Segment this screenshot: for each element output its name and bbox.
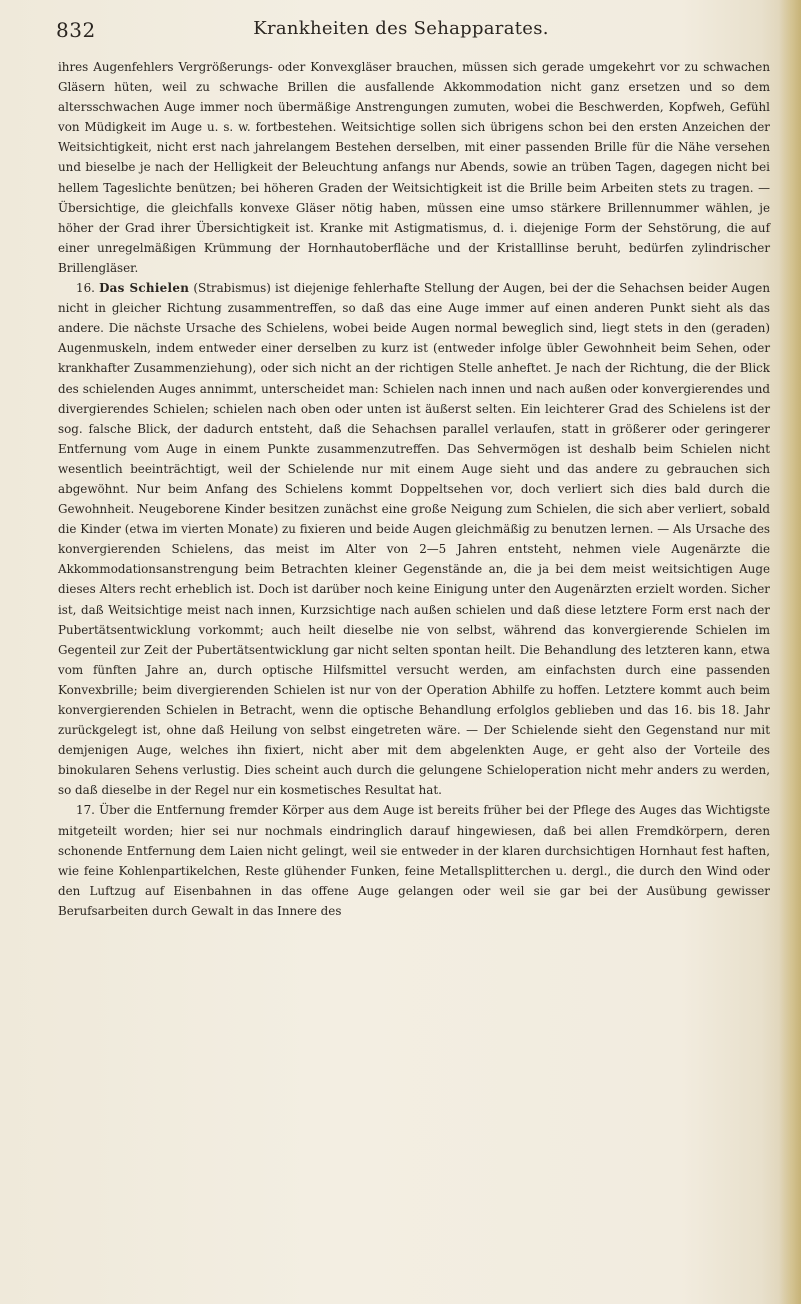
section-number: 16. [76,281,100,296]
running-title: Krankheiten des Sehapparates. [253,18,549,39]
heading-schielen: Das Schielen [99,281,190,296]
paragraph-eye-glasses: ihres Augenfehlers Vergrößerungs- oder Konvexgläser brauchen, müssen sich gerade umgekehrt vor zu schwachen Gläsern hüten, weil zu schwache Brillen die ausfallende Akkommodation nicht ganz ersetzen und so dem altersschwachen Auge immer noch übermäßige Anstrengungen zumuten, wobei die Beschwerden, Kopfweh, Gefühl von Müdigkeit im Auge u. s. w. fortbestehen. Weitsichtige sollen sich übrigens schon bei den ersten Anzeichen der Weitsichtigkeit, nicht erst nach jahrelangem Bestehen derselben, mit einer passenden Brille für die Nähe versehen und bieselbe je nach der Helligkeit der Beleuchtung anfangs nur Abends, sowie an trüben Tagen, dagegen nicht bei hellem Tageslichte benützen; bei höheren Graden der Weitsichtigkeit ist die Brille beim Arbeiten stets zu tragen. — Übersichtige, die gleichfalls konvexe Gläser nötig haben, müssen eine umso stärkere Brillennummer wählen, je höher der Grad ihrer Übersichtigkeit ist. Kranke mit Astigmatismus, d. i. diejenige Form der Sehstörung, die auf einer unregelmäßigen Krümmung der Hornhautoberfläche und der Kristalllinse beruht, bedürfen zylindrischer Brillengläser. [58,60,770,275]
paragraph-foreign-bodies: 17. Über die Entfernung fremder Körper aus dem Auge ist bereits früher bei der Pflege des Auges das Wichtigste mitgeteilt worden; hier sei nur nochmals eindringlich darauf hingewiesen, daß bei allen Fremdkörpern, deren schonende Entfernung dem Laien nicht gelingt, weil sie entweder in der klaren durchsichtigen Hornhaut fest haften, wie feine Kohlenpartikelchen, Reste glühender Funken, feine Metallsplitterchen u. dergl., die durch den Wind oder den Luftzug auf Eisenbahnen in das offene Auge gelangen oder weil sie gar bei der Ausübung gewisser Berufsarbeiten durch Gewalt in das Innere des [58,803,770,918]
page-number: 832 [56,18,96,42]
page-header [56,18,746,46]
paragraph-strabismus-text: (Strabismus) ist diejenige fehlerhafte Stellung der Augen, bei der die Sehachsen beider Augen nicht in gleicher Richtung zusammentreffen, so daß das eine Auge immer auf einen anderen Punkt sieht als das andere. Die nächste Ursache des Schielens, wobei beide Augen normal beweglich sind, liegt stets in den (geraden) Augenmuskeln, indem entweder einer derselben zu kurz ist (entweder infolge übler Gewohnheit beim Sehen, oder krankhafter Zusammenziehung), oder sich nicht an der richtigen Stelle anheftet. Je nach der Richtung, die der Blick des schielenden Auges annimmt, unterscheidet man: Schielen nach innen und nach außen oder konvergierendes und divergierendes Schielen; schielen nach oben oder unten ist äußerst selten. Ein leichterer Grad des Schielens ist der sog. falsche Blick, der dadurch entsteht, daß die Sehachsen parallel verlaufen, statt in größerer oder geringerer Entfernung vom Auge in einem Punkte zusammenzutreffen. Das Sehvermögen ist deshalb beim Schielen nicht wesentlich beeinträchtigt, weil der Schielende nur mit einem Auge sieht und das andere zu gebrauchen sich abgewöhnt. Nur beim Anfang des Schielens kommt Doppeltsehen vor, doch verliert sich dies bald durch die Gewohnheit. Neugeborene Kinder besitzen zunächst eine große Neigung zum Schielen, die sich aber verliert, sobald die Kinder (etwa im vierten Monate) zu fixieren und beide Augen gleichmäßig zu benutzen lernen. — Als Ursache des konvergierenden Schielens, das meist im Alter von 2—5 Jahren entsteht, nehmen viele Augenärzte die Akkommodationsanstrengung beim Betrachten kleiner Gegenstände an, die ja bei dem meist weitsichtigen Auge dieses Alters recht erheblich ist. Doch ist darüber noch keine Einigung unter den Augenärzten erzielt worden. Sicher ist, daß Weitsichtige meist nach innen, Kurzsichtige nach außen schielen und daß diese letztere Form erst nach der Pubertätsentwicklung vorkommt; auch heilt dieselbe nie von selbst, während das konvergierende Schielen im Gegenteil zur Zeit der Pubertätsentwicklung gar nicht selten spontan heilt. Die Behandlung des letzteren kann, etwa vom fünften Jahre an, durch optische Hilfsmittel versucht werden, am einfachsten durch eine passenden Konvexbrille; beim divergierenden Schielen ist nur von der Operation Abhilfe zu hoffen. Letztere kommt auch beim konvergierenden Schielen in Betracht, wenn die optische Behandlung erfolglos geblieben und das 16. bis 18. Jahr zurückgelegt ist, ohne daß Heilung von selbst eingetreten wäre. — Der Schielende sieht den Gegenstand nur mit demjenigen Auge, welches ihn fixiert, nicht aber mit dem abgelenkten Auge, er geht also der Vorteile des binokularen Sehens verlustig. Dies scheint auch durch die gelungene Schieloperation nicht mehr anders zu werden, so daß dieselbe in der Regel nur ein kosmetisches Resultat hat. [58,281,770,798]
page-edge-shadow [779,0,801,1304]
paragraph-strabismus [58,278,770,800]
body-text [58,57,770,921]
